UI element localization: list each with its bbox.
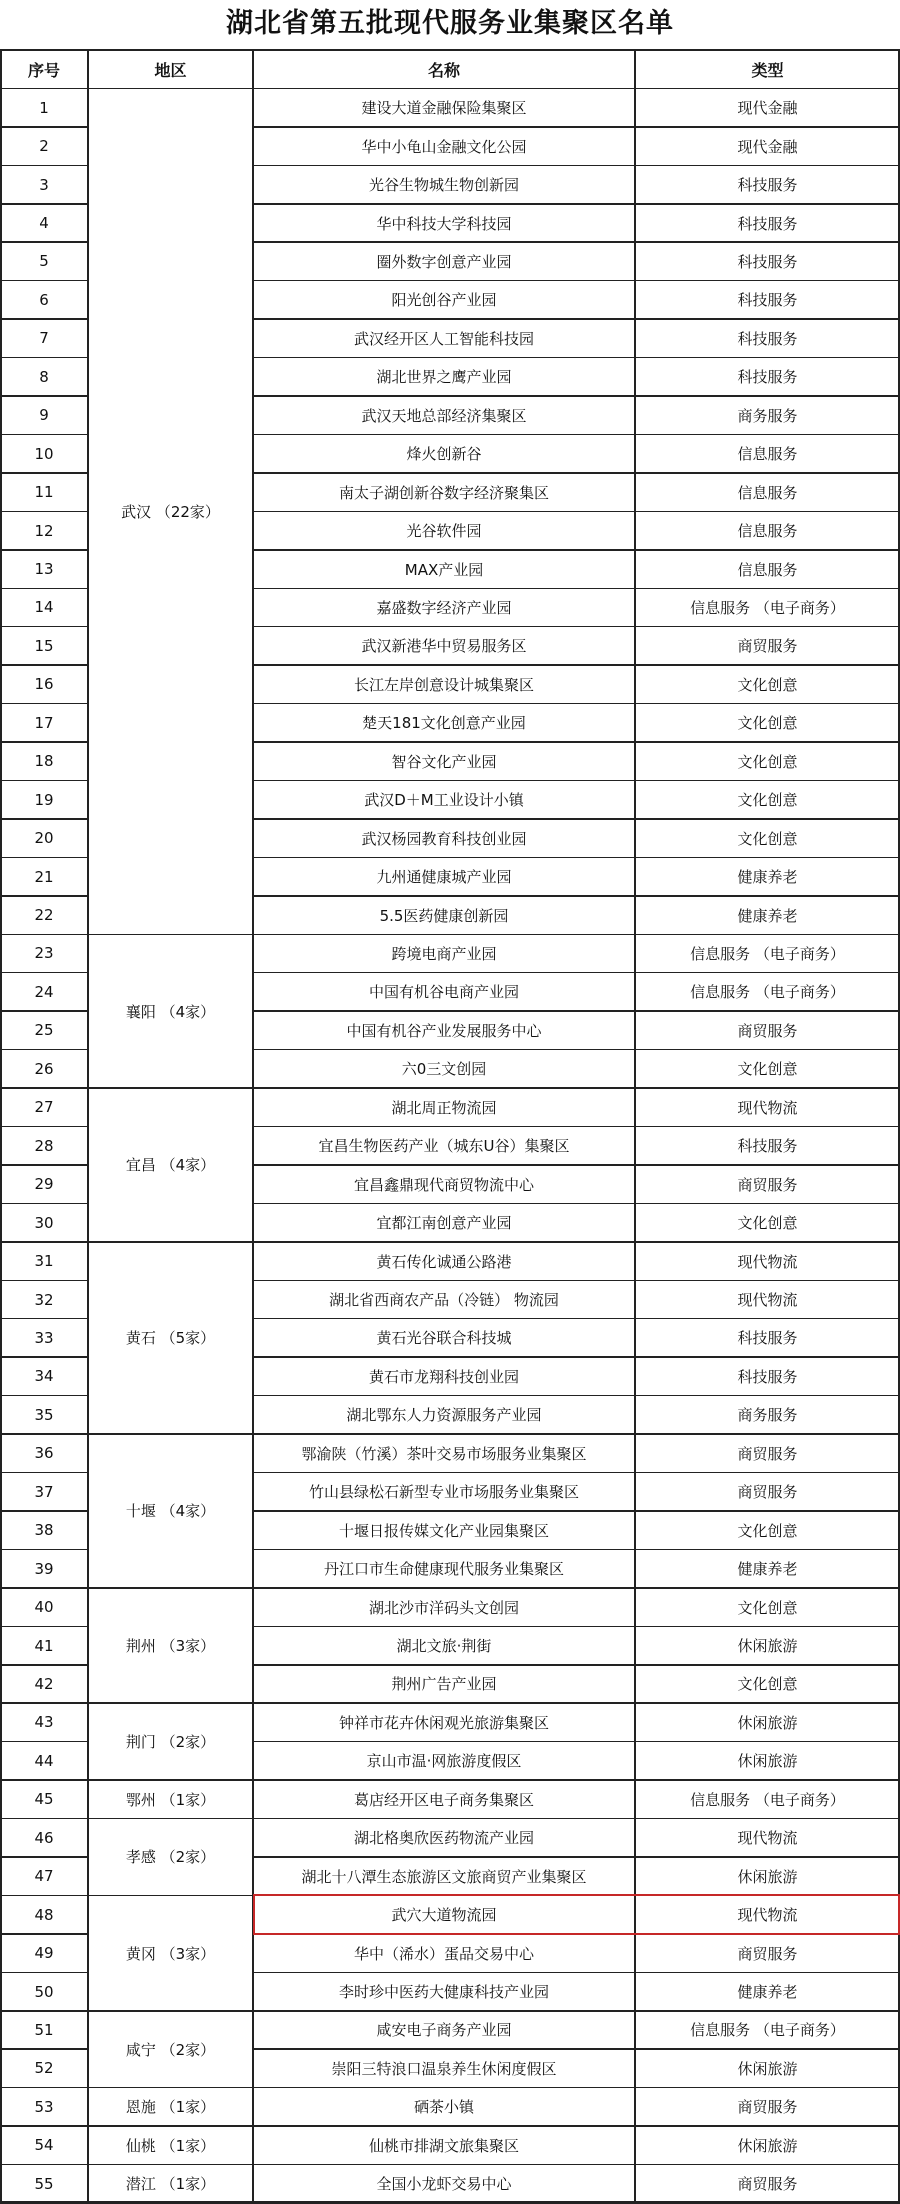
row-name: 湖北文旅·荆街 (396, 1637, 492, 1656)
region-cell: 潜江 （1家） (125, 2175, 216, 2194)
row-type: 信息服务 (737, 445, 798, 464)
row-type: 现代物流 (737, 1252, 798, 1271)
header-region: 地区 (154, 60, 187, 80)
region-cell: 宜昌 （4家） (125, 1156, 216, 1175)
row-divider (0, 664, 88, 666)
row-divider (0, 1395, 88, 1397)
row-name: 南太子湖创新谷数字经济聚集区 (338, 483, 549, 502)
row-divider (0, 1818, 900, 1820)
row-divider (0, 2164, 900, 2166)
row-type: 商贸服务 (737, 2175, 798, 2194)
row-divider (253, 511, 900, 513)
row-type: 休闲旅游 (737, 1713, 798, 1732)
region-cell: 武汉 （22家） (121, 502, 220, 521)
column-divider (87, 50, 89, 2203)
row-type: 科技服务 (737, 368, 798, 387)
row-divider (0, 1972, 88, 1974)
row-divider (253, 857, 900, 859)
row-name: 武穴大道物流园 (391, 1906, 497, 1925)
row-type: 商贸服务 (737, 1021, 798, 1040)
row-name: 华中（浠水）蛋品交易中心 (353, 1944, 534, 1963)
row-name: 宜昌生物医药产业（城东U谷）集聚区 (318, 1137, 570, 1156)
row-type: 信息服务 （电子商务） (690, 944, 845, 963)
row-seq: 18 (34, 752, 54, 771)
row-type: 文化创意 (737, 1675, 798, 1694)
row-name: 长江左岸创意设计城集聚区 (353, 675, 534, 694)
region-cell: 黄石 （5家） (125, 1329, 216, 1348)
row-seq: 52 (34, 2059, 54, 2078)
row-seq: 19 (34, 790, 54, 809)
row-divider (0, 1318, 88, 1320)
row-divider (0, 280, 88, 282)
row-divider (0, 165, 88, 167)
row-type: 文化创意 (737, 1598, 798, 1617)
row-divider (0, 857, 88, 859)
row-divider (253, 1972, 900, 1974)
row-seq: 1 (39, 98, 49, 117)
header-seq: 序号 (27, 60, 60, 80)
row-divider (0, 1356, 88, 1358)
row-divider (253, 1280, 900, 1282)
region-cell: 荆州 （3家） (125, 1637, 216, 1655)
row-name: 阳光创谷产业园 (391, 291, 497, 310)
row-seq: 7 (39, 329, 49, 348)
row-name: 咸安电子商务产业园 (376, 2021, 512, 2040)
row-divider (253, 1856, 900, 1858)
row-name: 光谷软件园 (406, 522, 482, 541)
row-type: 现代物流 (737, 1291, 798, 1309)
row-type: 文化创意 (737, 1214, 798, 1233)
row-divider (0, 1010, 88, 1012)
row-divider (0, 780, 88, 782)
row-seq: 32 (34, 1290, 54, 1309)
region-cell: 襄阳 （4家） (125, 1002, 216, 1021)
row-divider (0, 703, 88, 705)
row-name: 华中科技大学科技园 (376, 214, 512, 233)
region-cell: 黄冈 （3家） (125, 1944, 216, 1963)
row-seq: 4 (39, 214, 49, 232)
row-divider (0, 88, 900, 90)
row-type: 商贸服务 (737, 637, 798, 656)
row-divider (253, 395, 900, 397)
row-type: 科技服务 (737, 291, 798, 310)
row-divider (0, 2087, 900, 2089)
row-seq: 41 (34, 1636, 54, 1655)
row-divider (253, 472, 900, 474)
row-type: 商贸服务 (737, 1175, 798, 1194)
row-type: 休闲旅游 (737, 1867, 798, 1886)
row-name: 圈外数字创意产业园 (376, 252, 512, 271)
row-divider (253, 1626, 900, 1628)
row-type: 商贸服务 (737, 1944, 798, 1963)
row-seq: 16 (34, 675, 54, 694)
row-seq: 11 (34, 483, 54, 502)
row-type: 现代金融 (737, 137, 798, 156)
row-name: 竹山县绿松石新型专业市场服务业集聚区 (308, 1483, 579, 1502)
row-name: 智谷文化产业园 (391, 752, 497, 771)
row-seq: 27 (34, 1098, 54, 1117)
row-name: 黄石光谷联合科技城 (376, 1329, 512, 1348)
row-divider (253, 703, 900, 705)
page-title: 湖北省第五批现代服务业集聚区名单 (226, 8, 674, 39)
row-type: 现代物流 (737, 1829, 798, 1848)
row-divider (253, 1203, 900, 1205)
row-divider (253, 1510, 900, 1512)
row-divider (0, 434, 88, 436)
row-divider (253, 357, 900, 359)
row-name: 中国有机谷产业发展服务中心 (346, 1021, 542, 1040)
row-seq: 20 (34, 829, 54, 848)
row-divider (253, 1395, 900, 1397)
row-type: 休闲旅游 (737, 1637, 798, 1656)
row-seq: 40 (34, 1598, 54, 1617)
row-name: 武汉天地总部经济集聚区 (361, 406, 527, 425)
row-divider (253, 741, 900, 743)
row-type: 文化创意 (737, 1521, 798, 1540)
row-name: 建设大道金融保险集聚区 (361, 99, 527, 118)
column-divider (0, 50, 2, 2203)
row-name: 十堰日报传媒文化产业园集聚区 (338, 1521, 549, 1540)
row-type: 文化创意 (737, 1060, 798, 1079)
row-divider (253, 1049, 900, 1051)
row-divider (0, 934, 900, 936)
row-divider (0, 1126, 88, 1128)
row-name: 楚天181文化创意产业园 (362, 714, 526, 733)
row-seq: 22 (34, 906, 54, 925)
row-divider (253, 280, 900, 282)
row-type: 信息服务 （电子商务） (690, 598, 845, 617)
row-name: 崇阳三特浪口温泉养生休闲度假区 (331, 2059, 557, 2078)
row-divider (253, 318, 900, 320)
row-seq: 24 (34, 982, 54, 1001)
row-divider (0, 2010, 900, 2012)
row-divider (253, 434, 900, 436)
row-seq: 46 (34, 1828, 54, 1847)
header-type: 类型 (751, 60, 784, 80)
row-divider (253, 203, 900, 205)
row-name: 湖北世界之鹰产业园 (376, 368, 512, 387)
row-name: MAX产业园 (404, 560, 484, 579)
row-divider (253, 1549, 900, 1551)
row-type: 商贸服务 (737, 1444, 798, 1463)
row-divider (0, 1164, 88, 1166)
row-seq: 25 (34, 1021, 54, 1040)
row-name: 李时珍中医药大健康科技产业园 (338, 1983, 549, 2002)
row-type: 科技服务 (737, 214, 798, 233)
row-name: 九州通健康城产业园 (376, 868, 512, 887)
row-seq: 34 (34, 1367, 54, 1386)
region-cell: 鄂州 （1家） (125, 1790, 216, 1809)
row-name: 鄂渝陕（竹溪）茶叶交易市场服务业集聚区 (301, 1444, 587, 1463)
row-divider (0, 818, 88, 820)
row-type: 健康养老 (737, 868, 798, 887)
row-name: 湖北鄂东人力资源服务产业园 (346, 1406, 542, 1425)
row-seq: 35 (34, 1405, 54, 1424)
row-divider (0, 1587, 900, 1589)
row-name: 六0三文创园 (401, 1060, 487, 1079)
row-name: 烽火创新谷 (406, 445, 482, 464)
row-seq: 9 (39, 406, 49, 425)
row-seq: 2 (39, 137, 49, 156)
row-type: 商务服务 (737, 1406, 798, 1425)
row-seq: 12 (34, 521, 54, 540)
row-seq: 3 (39, 175, 49, 194)
row-type: 现代物流 (737, 1098, 798, 1117)
row-divider (0, 1433, 900, 1435)
row-divider (253, 1664, 900, 1666)
row-divider (0, 49, 900, 51)
row-divider (0, 2048, 88, 2050)
header-name: 名称 (427, 60, 460, 80)
row-name: 钟祥市花卉休闲观光旅游集聚区 (338, 1713, 549, 1732)
row-divider (0, 1856, 88, 1858)
region-cell: 孝感 （2家） (125, 1848, 216, 1867)
region-cell: 咸宁 （2家） (125, 2040, 216, 2059)
row-name: 荆州广告产业园 (391, 1675, 497, 1694)
row-divider (253, 664, 900, 666)
row-divider (0, 2125, 900, 2127)
row-divider (0, 1472, 88, 1474)
row-name: 武汉D＋M工业设计小镇 (364, 791, 524, 810)
row-divider (0, 357, 88, 359)
row-type: 科技服务 (737, 1137, 798, 1156)
row-type: 信息服务 （电子商务） (690, 1790, 845, 1809)
row-name: 黄石传化诚通公路港 (376, 1252, 512, 1271)
row-type: 文化创意 (737, 752, 798, 771)
row-name: 跨境电商产业园 (391, 944, 497, 963)
highlight-box (253, 1894, 900, 1934)
row-divider (0, 741, 88, 743)
row-divider (0, 1664, 88, 1666)
row-divider (253, 626, 900, 628)
row-divider (0, 1933, 88, 1935)
row-divider (0, 395, 88, 397)
row-name: 武汉新港华中贸易服务区 (361, 637, 527, 656)
row-type: 文化创意 (737, 714, 798, 733)
row-name: 湖北沙市洋码头文创园 (368, 1598, 519, 1617)
row-type: 文化创意 (737, 791, 798, 810)
row-name: 湖北省西商农产品（冷链） 物流园 (329, 1291, 559, 1309)
row-divider (0, 549, 88, 551)
row-seq: 42 (34, 1674, 54, 1693)
row-divider (0, 511, 88, 513)
row-divider (0, 472, 88, 474)
row-name: 嘉盛数字经济产业园 (376, 598, 512, 617)
row-seq: 5 (39, 252, 49, 271)
row-type: 文化创意 (737, 829, 798, 848)
row-divider (0, 972, 88, 974)
row-type: 文化创意 (737, 675, 798, 694)
row-seq: 45 (34, 1790, 54, 1809)
row-type: 休闲旅游 (737, 1752, 798, 1771)
row-type: 信息服务 (737, 560, 798, 579)
row-divider (253, 2048, 900, 2050)
row-seq: 47 (34, 1867, 54, 1886)
row-seq: 13 (34, 560, 54, 579)
row-name: 宜都江南创意产业园 (376, 1214, 512, 1233)
row-seq: 38 (34, 1521, 54, 1540)
row-seq: 30 (34, 1213, 54, 1232)
row-seq: 51 (34, 2020, 54, 2039)
row-seq: 29 (34, 1175, 54, 1194)
row-seq: 39 (34, 1559, 54, 1578)
row-divider (0, 1779, 900, 1781)
row-divider (253, 126, 900, 128)
row-type: 科技服务 (737, 329, 798, 348)
row-divider (0, 203, 88, 205)
row-type: 科技服务 (737, 176, 798, 195)
row-type: 健康养老 (737, 1983, 798, 2002)
row-divider (253, 1741, 900, 1743)
row-seq: 17 (34, 713, 54, 732)
row-divider (253, 1472, 900, 1474)
row-name: 京山市温·网旅游度假区 (366, 1752, 522, 1771)
column-divider (634, 50, 636, 2203)
row-seq: 55 (34, 2174, 54, 2193)
row-seq: 48 (34, 1905, 54, 1924)
row-divider (253, 1164, 900, 1166)
row-name: 光谷生物城生物创新园 (368, 176, 519, 195)
row-seq: 49 (34, 1944, 54, 1963)
row-seq: 23 (34, 944, 54, 963)
row-divider (0, 1741, 88, 1743)
row-divider (0, 1049, 88, 1051)
row-type: 健康养老 (737, 906, 798, 925)
row-type: 信息服务 (737, 522, 798, 541)
row-name: 中国有机谷电商产业园 (368, 983, 519, 1002)
row-type: 现代物流 (737, 1906, 798, 1925)
row-divider (0, 241, 88, 243)
row-seq: 33 (34, 1328, 54, 1347)
row-name: 葛店经开区电子商务集聚区 (353, 1790, 534, 1809)
region-cell: 十堰 （4家） (125, 1502, 216, 1521)
row-name: 武汉杨园教育科技创业园 (361, 829, 527, 848)
row-type: 信息服务 (737, 483, 798, 502)
row-name: 湖北周正物流园 (391, 1098, 497, 1117)
row-seq: 43 (34, 1713, 54, 1732)
row-seq: 10 (34, 444, 54, 463)
row-type: 商贸服务 (737, 1483, 798, 1502)
row-divider (0, 1280, 88, 1282)
region-cell: 仙桃 （1家） (125, 2136, 216, 2155)
row-seq: 28 (34, 1136, 54, 1155)
row-seq: 31 (34, 1252, 54, 1271)
row-name: 仙桃市排湖文旅集聚区 (368, 2136, 519, 2155)
row-seq: 36 (34, 1444, 54, 1463)
row-divider (253, 972, 900, 974)
row-name: 硒茶小镇 (413, 2098, 474, 2117)
row-divider (253, 1356, 900, 1358)
row-divider (253, 165, 900, 167)
cluster-table (0, 50, 900, 2203)
row-type: 科技服务 (737, 1367, 798, 1386)
row-divider (253, 780, 900, 782)
row-divider (253, 241, 900, 243)
row-divider (253, 1010, 900, 1012)
row-seq: 37 (34, 1482, 54, 1501)
row-type: 休闲旅游 (737, 2059, 798, 2078)
row-divider (0, 588, 88, 590)
row-divider (0, 1087, 900, 1089)
row-name: 5.5医药健康创新园 (379, 906, 509, 925)
row-divider (0, 626, 88, 628)
region-cell: 恩施 （1家） (125, 2098, 216, 2117)
row-seq: 6 (39, 290, 49, 309)
row-type: 信息服务 （电子商务） (690, 2021, 845, 2040)
row-divider (253, 1318, 900, 1320)
row-divider (253, 549, 900, 551)
row-type: 现代金融 (737, 99, 798, 118)
row-divider (0, 318, 88, 320)
row-name: 黄石市龙翔科技创业园 (368, 1367, 519, 1386)
row-seq: 14 (34, 598, 54, 617)
row-type: 健康养老 (737, 1560, 798, 1579)
row-seq: 50 (34, 1982, 54, 2001)
row-divider (253, 588, 900, 590)
row-name: 全国小龙虾交易中心 (376, 2175, 512, 2194)
row-seq: 26 (34, 1059, 54, 1078)
row-type: 休闲旅游 (737, 2136, 798, 2155)
row-divider (0, 895, 88, 897)
row-seq: 53 (34, 2097, 54, 2116)
row-divider (0, 1203, 88, 1205)
row-name: 宜昌鑫鼎现代商贸物流中心 (353, 1175, 534, 1194)
row-type: 商贸服务 (737, 2098, 798, 2117)
row-seq: 44 (34, 1751, 54, 1770)
column-divider (252, 50, 254, 2203)
row-seq: 15 (34, 636, 54, 655)
row-divider (0, 126, 88, 128)
row-name: 湖北十八潭生态旅游区文旅商贸产业集聚区 (301, 1867, 587, 1886)
row-seq: 8 (39, 367, 49, 386)
row-type: 科技服务 (737, 1329, 798, 1348)
row-divider (0, 1549, 88, 1551)
row-divider (0, 1241, 900, 1243)
row-type: 商务服务 (737, 406, 798, 425)
row-divider (0, 1626, 88, 1628)
row-name: 湖北格奥欣医药物流产业园 (353, 1829, 534, 1848)
row-type: 信息服务 （电子商务） (690, 983, 845, 1002)
row-seq: 54 (34, 2136, 54, 2155)
region-cell: 荆门 （2家） (125, 1733, 216, 1752)
row-divider (0, 1510, 88, 1512)
row-divider (253, 1126, 900, 1128)
row-name: 丹江口市生命健康现代服务业集聚区 (323, 1560, 564, 1579)
row-divider (0, 1702, 900, 1704)
row-type: 科技服务 (737, 252, 798, 271)
row-name: 华中小龟山金融文化公园 (361, 137, 527, 156)
row-divider (253, 895, 900, 897)
row-seq: 21 (34, 867, 54, 886)
row-name: 武汉经开区人工智能科技园 (353, 329, 534, 348)
row-divider (253, 818, 900, 820)
